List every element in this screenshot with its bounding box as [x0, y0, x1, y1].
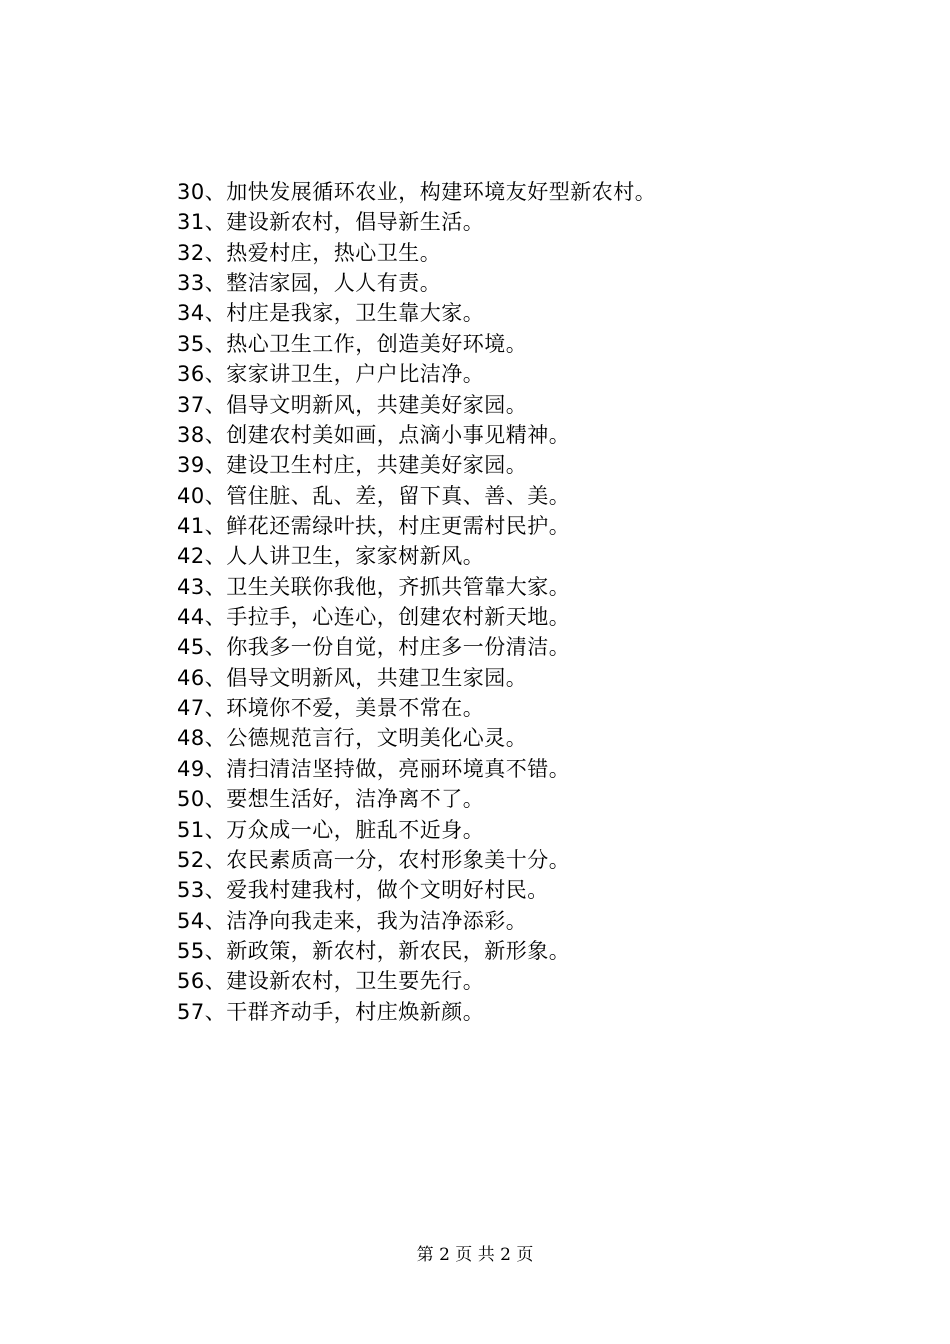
slogan-line: 55、新政策，新农村，新农民，新形象。 — [177, 938, 571, 963]
slogan-line: 56、建设新农村，卫生要先行。 — [177, 969, 485, 994]
slogan-line: 44、手拉手，心连心，创建农村新天地。 — [177, 605, 571, 630]
page-number-label: 第 2 页 共 2 页 — [416, 1245, 534, 1265]
slogan-line: 52、农民素质高一分，农村形象美十分。 — [177, 847, 571, 872]
slogan-line: 57、干群齐动手，村庄焕新颜。 — [177, 999, 485, 1024]
slogan-line: 45、你我多一份自觉，村庄多一份清洁。 — [177, 635, 571, 660]
slogan-line: 46、倡导文明新风，共建卫生家园。 — [177, 665, 528, 690]
slogan-line: 39、建设卫生村庄，共建美好家园。 — [177, 453, 528, 478]
slogan-line: 48、公德规范言行，文明美化心灵。 — [177, 726, 528, 751]
slogan-line: 50、要想生活好，洁净离不了。 — [177, 787, 485, 812]
slogan-list — [177, 177, 656, 1027]
slogan-line: 30、加快发展循环农业，构建环境友好型新农村。 — [177, 180, 657, 204]
slogan-line: 42、人人讲卫生，家家树新风。 — [177, 544, 485, 569]
slogan-line: 32、热爱村庄，热心卫生。 — [177, 240, 442, 265]
slogan-line: 47、环境你不爱，美景不常在。 — [177, 696, 485, 721]
slogan-line: 34、村庄是我家，卫生靠大家。 — [177, 301, 485, 326]
slogan-line: 31、建设新农村，倡导新生活。 — [177, 210, 485, 235]
slogan-line: 35、热心卫生工作，创造美好环境。 — [177, 331, 528, 356]
slogan-line: 41、鲜花还需绿叶扶，村庄更需村民护。 — [177, 513, 571, 538]
slogan-line: 36、家家讲卫生，户户比洁净。 — [177, 362, 485, 387]
slogan-line: 38、创建农村美如画，点滴小事见精神。 — [177, 422, 571, 447]
slogan-line: 53、爱我村建我村，做个文明好村民。 — [177, 878, 549, 903]
page-footer — [0, 1240, 950, 1265]
slogan-line: 43、卫生关联你我他，齐抓共管靠大家。 — [177, 574, 571, 599]
slogan-line: 37、倡导文明新风，共建美好家园。 — [177, 392, 528, 417]
slogan-line: 33、整洁家园，人人有责。 — [177, 271, 442, 296]
slogan-line: 54、洁净向我走来，我为洁净添彩。 — [177, 908, 528, 933]
slogan-line: 40、管住脏、乱、差，留下真、善、美。 — [177, 483, 571, 508]
slogan-line: 51、万众成一心，脏乱不近身。 — [177, 817, 485, 842]
slogan-line: 49、清扫清洁坚持做，亮丽环境真不错。 — [177, 756, 571, 781]
